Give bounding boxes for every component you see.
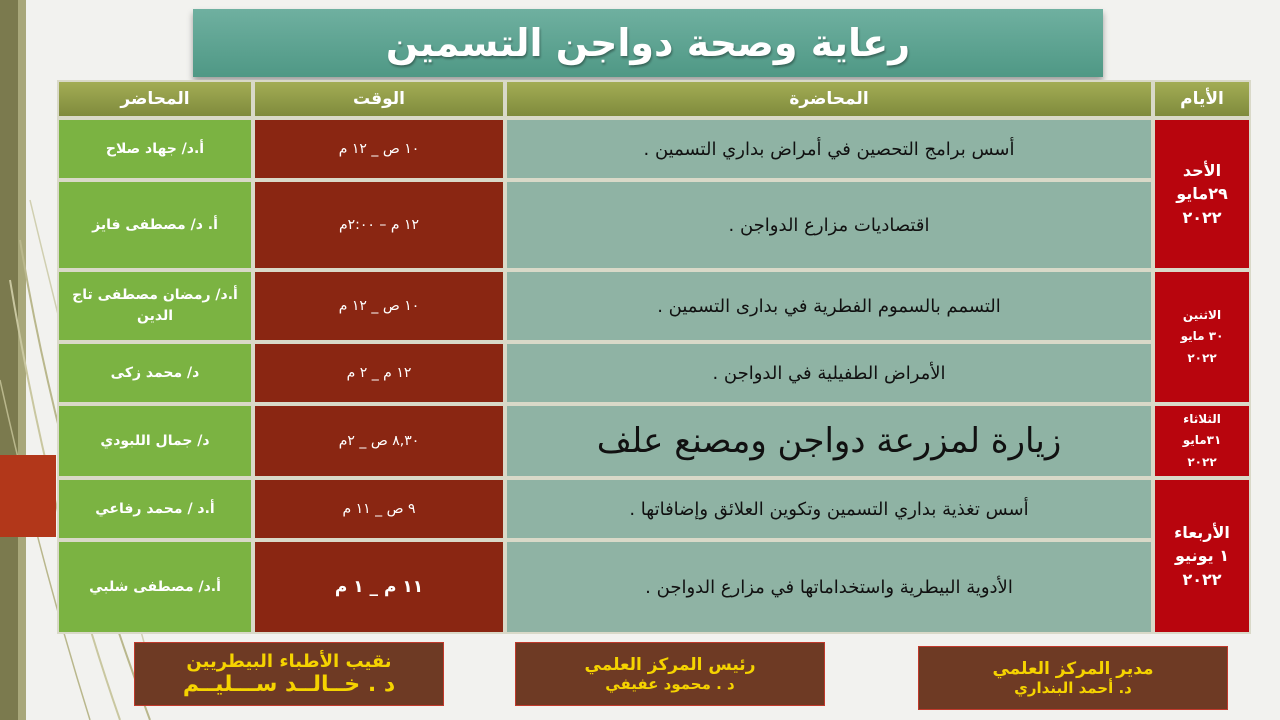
day-cell-monday (1153, 270, 1251, 404)
day-date: ٢٩مايو (1176, 184, 1228, 204)
table-row (57, 478, 1251, 540)
day-name: الأحد (1182, 161, 1222, 181)
signature-role: مدير المركز العلمي (992, 659, 1154, 679)
day-name: الأربعاء (1174, 523, 1230, 543)
day-name: الاثنين (1182, 307, 1222, 322)
lecture-cell: اقتصاديات مزارع الدواجن . (505, 180, 1153, 270)
table-row (57, 342, 1251, 404)
table-row (57, 118, 1251, 180)
table-row (57, 270, 1251, 342)
header-lecturer: المحاضر (57, 80, 253, 118)
time-cell: ٨,٣٠ ص _ ٢م (253, 404, 505, 478)
time-cell: ٩ ص _ ١١ م (253, 478, 505, 540)
day-date: ١ يونيو (1175, 546, 1229, 566)
lecture-cell: الأمراض الطفيلية في الدواجن . (505, 342, 1153, 404)
header-time: الوقت (253, 80, 505, 118)
day-cell-wednesday (1153, 478, 1251, 634)
lecture-cell: الأدوية البيطرية واستخداماتها في مزارع الدواجن . (505, 540, 1153, 634)
left-decoration-square (0, 455, 56, 537)
lecturer-cell: أ.د / محمد رفاعي (57, 478, 253, 540)
signature-center-president (515, 642, 825, 706)
table-row (57, 404, 1251, 478)
day-year: ٢٠٢٢ (1182, 207, 1222, 227)
day-year: ٢٠٢٢ (1187, 454, 1217, 469)
table-header-row (57, 80, 1251, 118)
time-cell: ١٠ ص _ ١٢ م (253, 118, 505, 180)
signature-name: د . خــالــد ســـليــم (182, 672, 396, 697)
lecture-cell: التسمم بالسموم الفطرية في بدارى التسمين . (505, 270, 1153, 342)
signature-syndicate-head (134, 642, 444, 706)
signature-role: نقيب الأطباء البيطريين (186, 651, 392, 672)
day-cell-tuesday (1153, 404, 1251, 478)
page-title: رعاية وصحة دواجن التسمين (385, 21, 911, 65)
header-days: الأيام (1153, 80, 1251, 118)
lecturer-cell: أ. د/ مصطفى فايز (57, 180, 253, 270)
table-row (57, 540, 1251, 634)
signature-center-director (918, 646, 1228, 710)
lecturer-cell: د/ جمال اللبودي (57, 404, 253, 478)
table-row (57, 180, 1251, 270)
header-lecture: المحاضرة (505, 80, 1153, 118)
lecture-cell: أسس تغذية بداري التسمين وتكوين العلائق وإضافاتها . (505, 478, 1153, 540)
schedule-table (57, 80, 1251, 634)
day-cell-sunday (1153, 118, 1251, 270)
signature-name: د . محمود عفيفي (605, 675, 735, 693)
time-cell: ١٠ ص _ ١٢ م (253, 270, 505, 342)
signature-role: رئيس المركز العلمي (584, 655, 756, 675)
time-cell: ١٢ م _ ٢ م (253, 342, 505, 404)
signature-name: د. أحمد البنداري (1014, 679, 1132, 697)
day-name: الثلاثاء (1183, 411, 1221, 426)
day-date: ٣٠ مايو (1180, 329, 1224, 344)
time-cell: ١٢ م – ٢:٠٠م (253, 180, 505, 270)
day-year: ٢٠٢٢ (1187, 350, 1217, 365)
lecturer-cell: د/ محمد زكى (57, 342, 253, 404)
day-year: ٢٠٢٢ (1182, 569, 1222, 589)
lecturer-cell: أ.د/ مصطفى شلبي (57, 540, 253, 634)
day-date: ٣١مايو (1182, 433, 1222, 448)
title-banner (193, 9, 1103, 77)
lecture-cell: زيارة لمزرعة دواجن ومصنع علف (505, 404, 1153, 478)
lecturer-cell: أ.د/ جهاد صلاح (57, 118, 253, 180)
lecture-cell: أسس برامج التحصين في أمراض بداري التسمين . (505, 118, 1153, 180)
lecturer-cell: أ.د/ رمضان مصطفى تاج الدين (57, 270, 253, 342)
time-cell: ١١ م _ ١ م (253, 540, 505, 634)
